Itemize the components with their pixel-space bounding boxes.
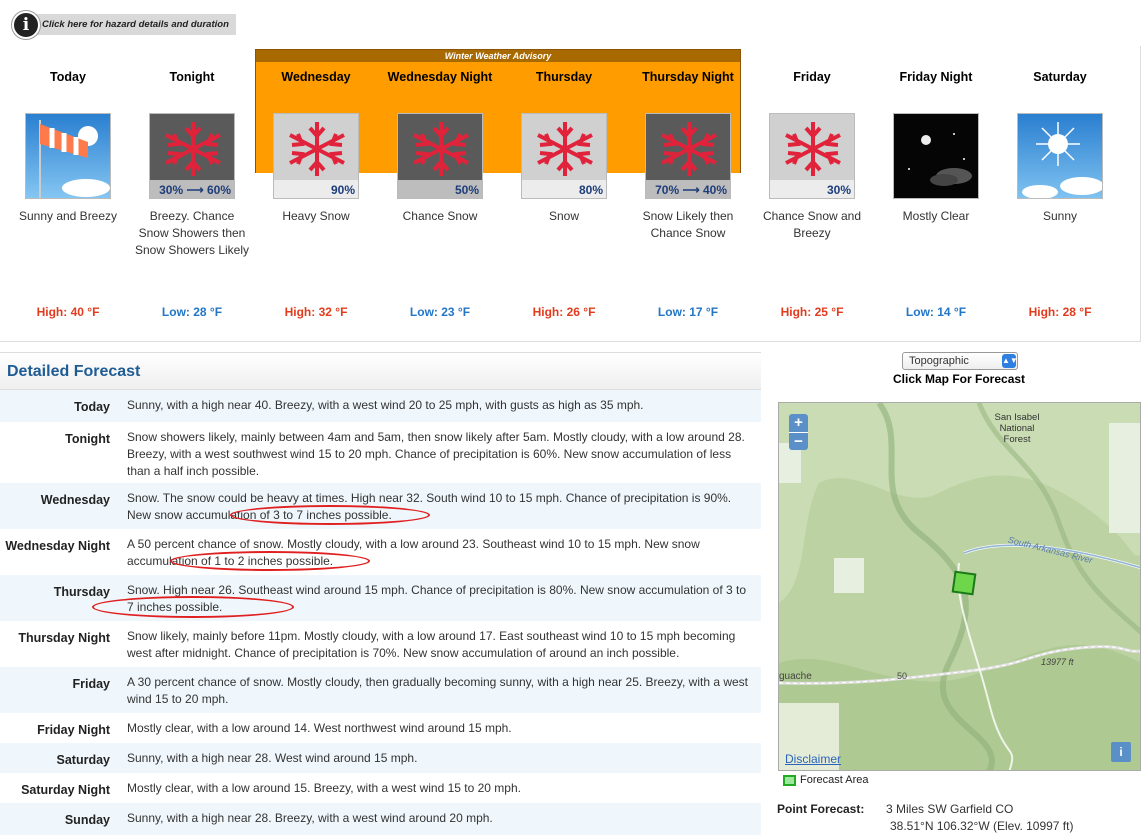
period-name: Today bbox=[50, 70, 86, 84]
forecast-period[interactable] bbox=[254, 46, 378, 336]
forecast-period[interactable] bbox=[998, 46, 1122, 336]
zoom-out-button[interactable]: − bbox=[789, 432, 808, 450]
detailed-forecast-title: Detailed Forecast bbox=[7, 363, 141, 380]
forecast-row bbox=[0, 575, 761, 621]
period-name: Wednesday Night bbox=[387, 70, 493, 84]
row-text: Snow showers likely, mainly between 4am and 5am, then snow likely after 5am. Mostly cloudy, with a low around 28. Breezy, with a west southwest wind 15 to 20 mph. Chance of precipitation is 60%. New snow accumulation of less than a half inch possible. bbox=[127, 430, 745, 478]
period-description: Sunny bbox=[1042, 209, 1078, 223]
sunny-wind-icon[interactable] bbox=[25, 113, 111, 199]
forecast-row bbox=[0, 621, 761, 667]
row-label: Today bbox=[74, 400, 110, 414]
forecast-period[interactable] bbox=[626, 46, 750, 336]
map-label-peak: 13977 ft bbox=[1041, 657, 1074, 667]
row-text: Snow likely, mainly before 11pm. Mostly cloudy, with a low around 17. East southeast wind 10 to 15 mph becoming west after midnight. Chance of precipitation is 70%. New snow accumulation of around an inch possible. bbox=[127, 629, 736, 660]
chevron-updown-icon: ▲▼ bbox=[1002, 354, 1016, 368]
precip-chance: 80% bbox=[578, 183, 603, 197]
row-label: Thursday Night bbox=[18, 631, 110, 645]
row-text: Sunny, with a high near 40. Breezy, with a west wind 20 to 25 mph, with gusts as high as 35 mph. bbox=[127, 398, 644, 412]
period-description: Chance Snow bbox=[402, 209, 478, 223]
forecast-period[interactable] bbox=[378, 46, 502, 336]
period-name: Thursday Night bbox=[642, 70, 734, 84]
period-temperature: Low: 23 °F bbox=[409, 305, 471, 319]
hazard-text[interactable]: Click here for hazard details and duration bbox=[42, 19, 229, 30]
hazard-link[interactable] bbox=[12, 11, 236, 37]
snow-icon[interactable] bbox=[645, 113, 731, 199]
period-temperature: High: 26 °F bbox=[532, 305, 596, 319]
period-description: Breezy. Chance Snow Showers then Snow Showers Likely bbox=[134, 209, 250, 257]
period-name: Wednesday bbox=[281, 70, 351, 84]
point-forecast-location: 3 Miles SW Garfield CO bbox=[886, 802, 1014, 816]
forecast-period[interactable] bbox=[502, 46, 626, 336]
precip-chance: 30% bbox=[826, 183, 851, 197]
period-name: Tonight bbox=[169, 70, 215, 84]
forecast-period[interactable] bbox=[6, 46, 130, 336]
point-forecast-coords: 38.51°N 106.32°W (Elev. 10997 ft) bbox=[890, 819, 1074, 833]
row-label: Friday Night bbox=[37, 723, 110, 737]
detailed-forecast-header bbox=[0, 352, 761, 390]
forecast-row bbox=[0, 667, 761, 713]
row-text: A 30 percent chance of snow. Mostly cloudy, then gradually becoming sunny, with a high near 25. Breezy, with a west wind 15 to 20 mph. bbox=[127, 675, 749, 706]
row-label: Saturday bbox=[56, 753, 110, 767]
row-text: Mostly clear, with a low around 15. Breezy, with a west wind 15 to 20 mph. bbox=[127, 781, 521, 795]
forecast-row bbox=[0, 803, 761, 835]
annotation-circle bbox=[92, 596, 294, 618]
forecast-strip bbox=[0, 46, 1141, 342]
precip-chance: 90% bbox=[330, 183, 355, 197]
precip-chance: 50% bbox=[454, 183, 479, 197]
period-description: Snow Likely then Chance Snow bbox=[642, 209, 734, 240]
zoom-in-button[interactable]: + bbox=[794, 414, 803, 431]
map-caption: Click Map For Forecast bbox=[893, 372, 1026, 386]
forecast-row bbox=[0, 422, 761, 483]
map-label-town: guache bbox=[779, 671, 812, 682]
forecast-map[interactable] bbox=[778, 402, 1141, 771]
row-label: Tonight bbox=[65, 432, 110, 446]
period-temperature: High: 40 °F bbox=[36, 305, 100, 319]
row-label: Friday bbox=[72, 677, 110, 691]
snow-icon[interactable] bbox=[397, 113, 483, 199]
row-label: Thursday bbox=[53, 585, 110, 599]
forecast-row bbox=[0, 743, 761, 773]
snow-icon[interactable] bbox=[149, 113, 235, 199]
snow-icon[interactable] bbox=[521, 113, 607, 199]
moon-icon[interactable] bbox=[893, 113, 979, 199]
row-text: Sunny, with a high near 28. West wind around 15 mph. bbox=[127, 751, 418, 765]
row-text: Sunny, with a high near 28. Breezy, with a west wind around 20 mph. bbox=[127, 811, 493, 825]
period-temperature: Low: 14 °F bbox=[905, 305, 967, 319]
forecast-row bbox=[0, 773, 761, 803]
precip-chance: 30% ⟶ 60% bbox=[159, 183, 231, 197]
forecast-row bbox=[0, 390, 761, 422]
map-legend bbox=[783, 774, 868, 786]
period-name: Friday bbox=[793, 70, 831, 84]
period-description: Chance Snow and Breezy bbox=[762, 209, 862, 240]
forecast-row bbox=[0, 713, 761, 743]
period-name: Friday Night bbox=[899, 70, 973, 84]
precip-chance: 70% ⟶ 40% bbox=[655, 183, 727, 197]
period-temperature: High: 32 °F bbox=[284, 305, 348, 319]
row-text: A 50 percent chance of snow. Mostly cloudy, with a low around 23. Southeast wind 10 to 15 mph. New snow accumulation of 1 to 2 inches possible. bbox=[127, 537, 700, 568]
point-forecast-label: Point Forecast: bbox=[777, 802, 865, 816]
map-info-button[interactable]: i bbox=[1111, 742, 1131, 762]
period-description: Mostly Clear bbox=[902, 209, 970, 223]
forecast-period[interactable] bbox=[750, 46, 874, 336]
map-type-value: Topographic bbox=[909, 355, 969, 367]
map-type-select[interactable] bbox=[902, 352, 1018, 370]
info-icon[interactable]: i bbox=[12, 11, 40, 39]
annotation-circle bbox=[230, 505, 430, 525]
snow-icon[interactable] bbox=[769, 113, 855, 199]
forecast-period[interactable] bbox=[874, 46, 998, 336]
zoom-control bbox=[789, 414, 808, 450]
period-name: Thursday bbox=[535, 70, 593, 84]
period-temperature: High: 25 °F bbox=[780, 305, 844, 319]
row-label: Saturday Night bbox=[21, 783, 110, 797]
sun-icon[interactable] bbox=[1017, 113, 1103, 199]
detailed-forecast bbox=[0, 352, 761, 838]
row-text: Snow. The snow could be heavy at times. High near 32. South wind 10 to 15 mph. Chance of precipitation is 90%. New snow accumulation of 3 to 7 inches possible. bbox=[127, 491, 732, 522]
period-temperature: Low: 17 °F bbox=[657, 305, 719, 319]
forecast-row bbox=[0, 529, 761, 575]
advisory-label[interactable]: Winter Weather Advisory bbox=[256, 50, 740, 62]
forecast-period[interactable] bbox=[130, 46, 254, 336]
period-description: Heavy Snow bbox=[282, 209, 350, 223]
map-label-forest: San Isabel National Forest bbox=[994, 412, 1040, 445]
snow-icon[interactable] bbox=[273, 113, 359, 199]
period-temperature: Low: 28 °F bbox=[161, 305, 223, 319]
row-label: Sunday bbox=[64, 813, 110, 827]
forecast-area-swatch bbox=[783, 775, 796, 786]
disclaimer-link[interactable]: Disclaimer bbox=[785, 752, 842, 766]
topo-map-graphic bbox=[779, 403, 1141, 771]
map-label-road: 50 bbox=[897, 671, 908, 681]
row-label: Wednesday Night bbox=[5, 539, 110, 553]
row-text: Mostly clear, with a low around 14. West northwest wind around 15 mph. bbox=[127, 721, 512, 735]
period-name: Saturday bbox=[1033, 70, 1087, 84]
map-label-river: South Arkansas River bbox=[1007, 534, 1094, 566]
legend-label: Forecast Area bbox=[800, 774, 869, 786]
row-label: Wednesday bbox=[40, 493, 110, 507]
row-text: Snow. High near 26. Southeast wind around 15 mph. Chance of precipitation is 80%. New snow accumulation of 3 to 7 inches possible. bbox=[127, 583, 747, 614]
annotation-circle bbox=[170, 551, 370, 571]
period-description: Sunny and Breezy bbox=[18, 209, 118, 223]
period-description: Snow bbox=[548, 209, 580, 223]
period-temperature: High: 28 °F bbox=[1028, 305, 1092, 319]
